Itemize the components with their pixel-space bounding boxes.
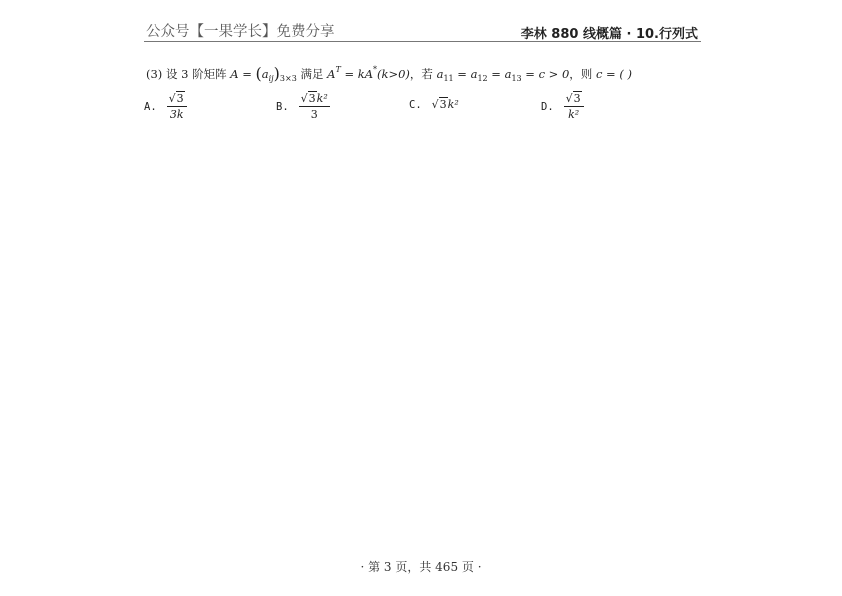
option-d-label: D. bbox=[541, 100, 554, 113]
question-text-part4: ，则 bbox=[569, 67, 593, 81]
option-b-denominator: 3 bbox=[310, 108, 318, 121]
equals-sign-3: = bbox=[457, 67, 467, 81]
question-text-part2: 满足 bbox=[300, 67, 324, 81]
option-d-denominator: k² bbox=[568, 108, 580, 121]
option-d-fraction bbox=[564, 92, 584, 121]
sub-11: 11 bbox=[443, 74, 454, 83]
equals-sign-4: = bbox=[491, 67, 501, 81]
element-a: a bbox=[261, 67, 269, 81]
k-condition: (k>0) bbox=[377, 67, 410, 81]
option-a-denominator: 3k bbox=[169, 108, 184, 121]
sub-12: 12 bbox=[477, 74, 488, 83]
matrix-order: 3×3 bbox=[279, 74, 297, 83]
right-paren: ) bbox=[273, 64, 280, 83]
question-number: (3) bbox=[146, 67, 163, 81]
left-paren: ( bbox=[255, 64, 262, 83]
sqrt-icon: √3 bbox=[431, 98, 447, 111]
matrix-A-symbol: A bbox=[230, 67, 239, 81]
index-ij: ij bbox=[268, 74, 274, 83]
a13: a bbox=[504, 67, 512, 81]
option-a-fraction bbox=[167, 92, 187, 121]
question-3 bbox=[146, 59, 632, 90]
a12: a bbox=[470, 67, 478, 81]
answer-blank: c = ( ) bbox=[595, 67, 632, 81]
page-footer: · 第 3 页，共 465 页 · bbox=[360, 560, 482, 574]
option-c[interactable] bbox=[409, 98, 459, 111]
header-source-text: 公众号【一果学长】免费分享 bbox=[146, 24, 335, 40]
question-text-part3: ，若 bbox=[409, 67, 433, 81]
equals-sign: = bbox=[242, 67, 252, 81]
option-c-expression: √3k² bbox=[431, 98, 459, 111]
sqrt-icon: √3 bbox=[168, 92, 184, 105]
kA-adjugate: kA bbox=[357, 67, 374, 81]
a11: a bbox=[436, 67, 444, 81]
header-divider bbox=[144, 41, 701, 42]
option-b-fraction: $\frac{\text{√3k²}}{3}$ bbox=[300, 92, 328, 121]
option-d[interactable] bbox=[541, 92, 584, 121]
sqrt-icon: √3 bbox=[300, 92, 316, 105]
question-text-part1: 设 3 阶矩阵 bbox=[165, 67, 227, 81]
equals-sign-2: = bbox=[344, 67, 355, 81]
answer-options bbox=[0, 92, 842, 132]
header-section-title: 李林 880 线概篇 · 10.行列式 bbox=[520, 27, 698, 42]
c-condition: = c > 0 bbox=[525, 67, 570, 81]
option-b-label: B. bbox=[276, 100, 289, 113]
sub-13: 13 bbox=[511, 74, 522, 83]
A-transpose: A bbox=[327, 67, 336, 81]
option-a-label: A. bbox=[144, 100, 157, 113]
option-c-label: C. bbox=[409, 98, 422, 111]
adjugate-star: * bbox=[373, 65, 378, 74]
option-b[interactable] bbox=[276, 92, 330, 121]
sqrt-icon: √3 bbox=[565, 92, 581, 105]
transpose-T: T bbox=[335, 65, 341, 74]
option-a[interactable] bbox=[144, 92, 187, 121]
